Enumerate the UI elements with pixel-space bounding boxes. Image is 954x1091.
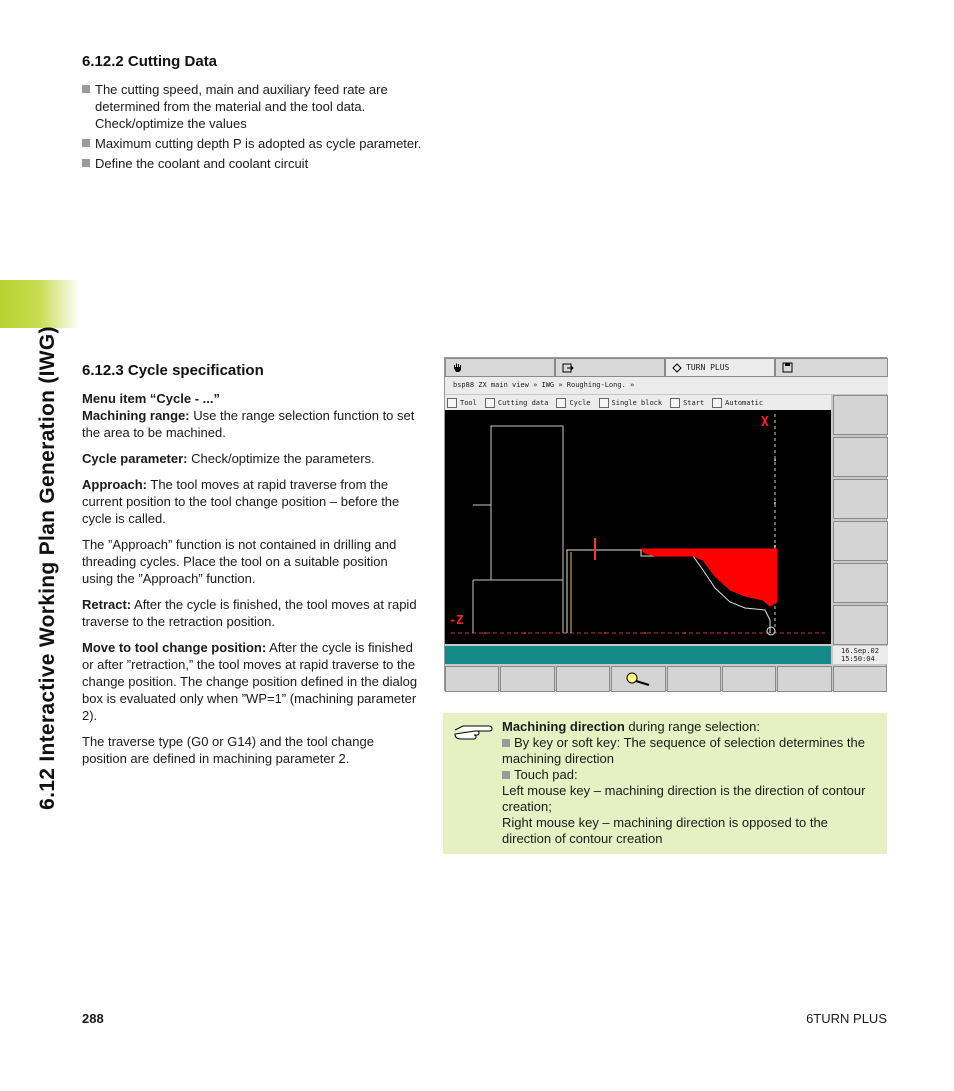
bullet-square-icon: [82, 85, 90, 93]
tip-item: By key or soft key: The sequence of selection determines the machining direction: [502, 735, 865, 766]
softkey-h2[interactable]: [500, 666, 554, 692]
bullet-square-icon: [82, 139, 90, 147]
list-item: Maximum cutting depth P is adopted as cycle parameter.: [82, 135, 422, 152]
softkey-h4[interactable]: [611, 666, 665, 692]
softkey-v3[interactable]: [833, 479, 888, 519]
softkey-h8[interactable]: [833, 666, 887, 692]
menu-tool[interactable]: Tool: [445, 398, 477, 408]
approach-paragraph: Approach: The tool moves at rapid traverse from the current position to the tool change position – before the cycle is called.: [82, 477, 400, 526]
contour-graphic[interactable]: [445, 410, 831, 644]
menu-start[interactable]: Start: [668, 398, 704, 408]
z-axis-label: -Z: [449, 613, 464, 627]
bullet-square-icon: [502, 771, 510, 779]
breadcrumb: bsp88 ZX main view » IWG » Roughing-Long. »: [445, 377, 888, 394]
tab-manual[interactable]: [445, 358, 555, 377]
softkey-v4[interactable]: [833, 521, 888, 561]
magnifier-icon: [623, 671, 653, 687]
program-run-icon: [562, 363, 574, 373]
softkey-h5[interactable]: [667, 666, 721, 692]
x-axis-label: X: [761, 415, 769, 430]
tool-change-paragraph: Move to tool change position: After the cycle is finished or after ”retraction,” the tool moves at rapid traverse to the change position. The change position defined in the dialog box is evaluated only when ”WP=1” (machining parameter 2).: [82, 640, 418, 723]
chapter-title: 6.12 Interactive Working Plan Generation (IWG): [36, 326, 59, 810]
product-name: 6TURN PLUS: [806, 1011, 887, 1026]
date-time-display: 16.Sep.02 15:50:04: [833, 646, 888, 664]
traverse-paragraph: The traverse type (G0 or G14) and the tool change position are defined in machining parameter 2.: [82, 734, 374, 766]
status-bar: [445, 646, 831, 664]
tab-program-run[interactable]: [555, 358, 665, 377]
softkey-h7[interactable]: [777, 666, 831, 692]
list-item: Define the coolant and coolant circuit: [82, 155, 422, 172]
bullet-square-icon: [82, 159, 90, 167]
section-heading-cutting-data: 6.12.2 Cutting Data: [82, 53, 218, 70]
horizontal-softkeys: [445, 666, 888, 692]
tab-turn-plus[interactable]: TURN PLUS: [665, 358, 775, 377]
turn-plus-icon: [672, 363, 682, 373]
tool-icon: [447, 398, 457, 408]
menu-automatic[interactable]: Automatic: [710, 398, 763, 408]
list-item: The cutting speed, main and auxiliary feed rate are determined from the material and the tool data. Check/optimize the values: [82, 81, 422, 132]
hand-icon: [452, 362, 463, 373]
menu-single-block[interactable]: Single block: [597, 398, 663, 408]
softkey-h1[interactable]: [445, 666, 499, 692]
start-icon: [670, 398, 680, 408]
menu-cutting-data[interactable]: Cutting data: [483, 398, 549, 408]
contour-drawing: [445, 410, 831, 644]
automatic-icon: [712, 398, 722, 408]
side-chapter-tab: [0, 0, 80, 1091]
cutting-data-bullets: [82, 81, 422, 175]
menu-cycle[interactable]: Cycle: [554, 398, 590, 408]
menu-item-label: Menu item “Cycle - ...”: [82, 391, 220, 406]
bullet-square-icon: [502, 739, 510, 747]
page-number: 288: [82, 1011, 104, 1026]
single-block-icon: [599, 398, 609, 408]
section-heading-cycle-specification: 6.12.3 Cycle specification: [82, 362, 264, 379]
softkey-v5[interactable]: [833, 563, 888, 603]
iwg-menu-bar: [445, 395, 831, 410]
tip-title: Machining direction: [502, 719, 625, 734]
machining-range-label: Machining range:: [82, 408, 190, 423]
control-screenshot: [444, 357, 887, 691]
softkey-h3[interactable]: [556, 666, 610, 692]
tab-organization[interactable]: [775, 358, 888, 377]
softkey-h6[interactable]: [722, 666, 776, 692]
save-disk-icon: [782, 362, 793, 373]
softkey-v2[interactable]: [833, 437, 888, 477]
pointing-hand-icon: [453, 721, 493, 741]
approach-note-paragraph: The ”Approach” function is not contained in drilling and threading cycles. Place the tool on a suitable position using the ”Approach” function.: [82, 537, 397, 586]
cutting-data-icon: [485, 398, 495, 408]
chapter-tab-highlight: [0, 280, 80, 328]
tip-text: Machining direction during range selection: By key or soft key: The sequence of selection determines the machining direction Touch pad: Left mouse key – machining direction is the direction of contour creation; Right mouse key – machining direction is opposed to the direction of contour creation: [502, 719, 877, 847]
tip-box: [443, 713, 887, 854]
softkey-v6[interactable]: [833, 605, 888, 645]
machining-range-paragraph: Menu item “Cycle - ...” Machining range: Use the range selection function to set the area to be machined.: [82, 391, 415, 440]
mode-tabs: [445, 358, 888, 377]
tip-item: Touch pad:: [502, 767, 877, 783]
retract-paragraph: Retract: After the cycle is finished, the tool moves at rapid traverse to the retraction position.: [82, 597, 417, 629]
softkey-v1[interactable]: [833, 395, 888, 435]
cycle-parameter-paragraph: Cycle parameter: Check/optimize the parameters.: [82, 451, 375, 466]
cycle-spec-text: [82, 390, 420, 776]
vertical-softkeys: [833, 395, 888, 685]
cycle-icon: [556, 398, 566, 408]
